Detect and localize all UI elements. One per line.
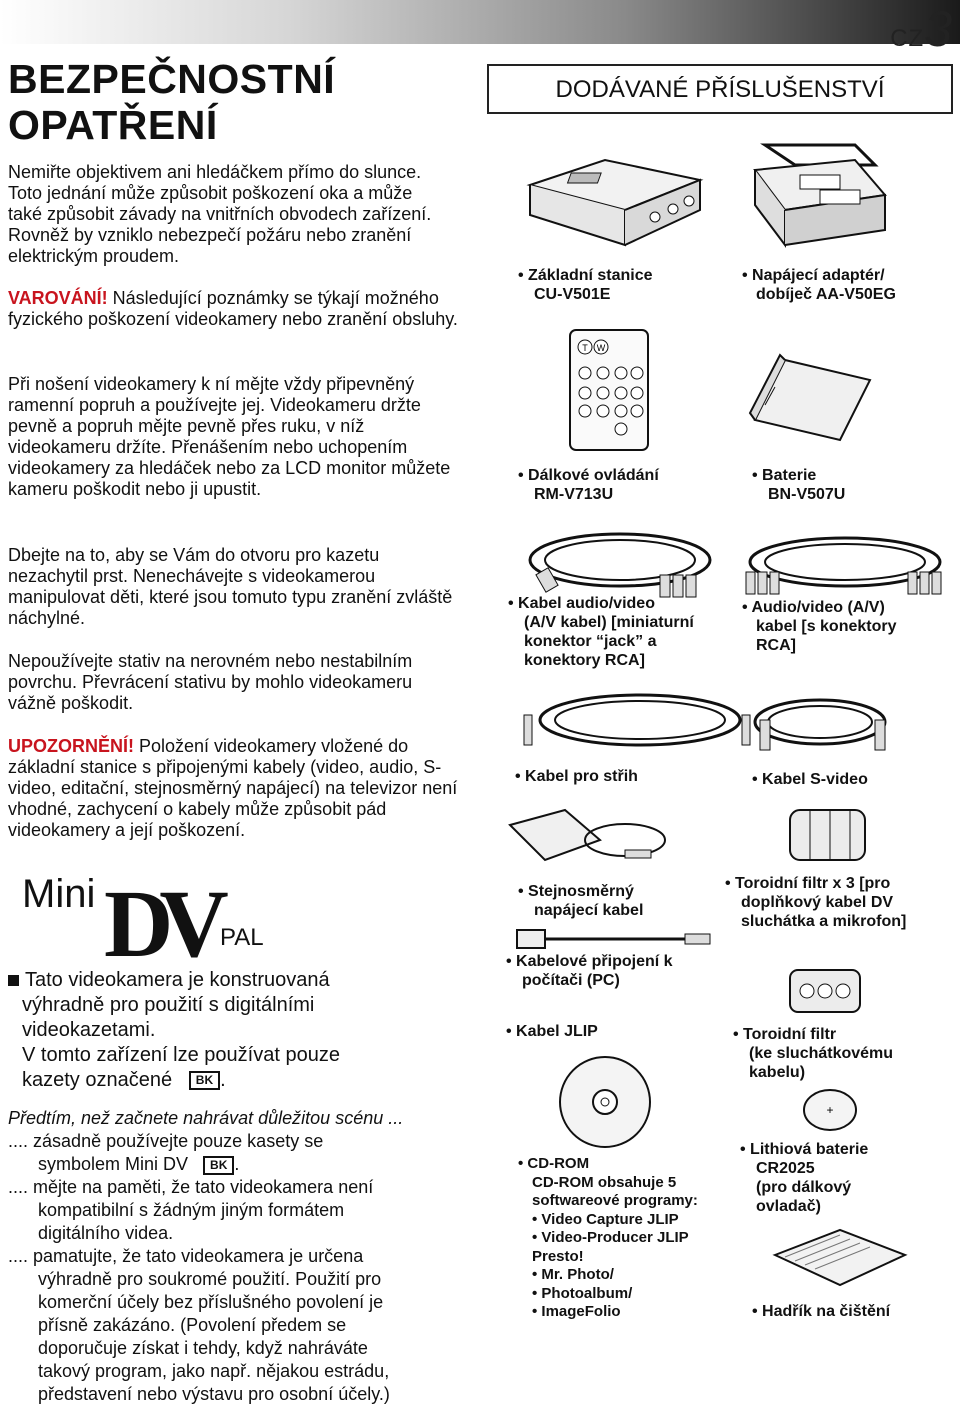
strap-paragraph: Při nošení videokamery k ní mějte vždy připevněný ramenní popruh a používejte jej. Videokameru držte pevně a popruh mějte pevně přes ruku, v níž videokameru držíte. Přenášením nebo uchopením videokamery za hledáček nebo za LCD monitor můžete kameru poškodit nebo ji upustit. [8, 374, 451, 499]
av-cable-icon [520, 525, 720, 600]
logo-mini-text: Mini [22, 872, 96, 916]
cd-rom-icon [555, 1052, 655, 1152]
pc-cable-label: • Kabelové připojení k počítači (PC) [506, 953, 673, 989]
headphone-core-filter-icon [785, 960, 865, 1020]
page-number: CZ3 [890, 1, 952, 57]
base-station-label: • Základní stanice CU-V501E [518, 267, 653, 303]
before-recording-list: .... zásadně používejte pouze kasety se symbolem Mini DV BK . .... mějte na paměti, že tato videokamera není kompatibilní s žádným jiným formátem digitálního videa. .... pamatujte, že tato videokamera je určena výhradně pro soukromé použití. Použití pro komerční účely bez příslušného povolení je přísně zakázáno. (Povolení předem se doporučuje získat i tehdy, když nahráváte takový program, jako např. nějakou estrádu, představení nebo výstavu pro osobní účely.) [8, 1130, 468, 1406]
lithium-battery-label: • Lithiová baterie CR2025 (pro dálkový ovladač) [740, 1141, 869, 1215]
av-rca-cable-icon [740, 530, 950, 600]
before-recording-title: Předtím, než začnete nahrávat důležitou scénu ... [8, 1108, 404, 1128]
remote-control-icon [565, 325, 655, 455]
tripod-paragraph: Nepoužívejte stativ na nerovném nebo nestabilním povrchu. Převrácení stativu by mohlo videokameru vážně poškodit. [8, 651, 413, 713]
pc-cable-icon [515, 925, 715, 955]
power-adapter-label: • Napájecí adaptér/ dobíječ AA-V50EG [742, 267, 896, 303]
battery-label: • Baterie BN-V507U [752, 467, 846, 503]
cd-rom-label: • CD-ROM CD-ROM obsahuje 5 softwareové programy: • Video Capture JLIP • Video-Producer JLIP Presto! • Mr. Photo/ • Photoalbum/ • ImageFolio [518, 1155, 698, 1320]
remote-control-label: • Dálkové ovládání RM-V713U [518, 467, 659, 503]
header-gradient-bar [0, 0, 960, 44]
logo-dv-text: DV [104, 870, 215, 977]
av-cable-label: • Kabel audio/video (A/V kabel) [miniaturní konektor “jack” a konektory RCA] [508, 595, 694, 669]
logo-pal-text: PAL [220, 924, 264, 951]
svg-text:W: W [596, 343, 606, 353]
core-filter-3-label: • Toroidní filtr x 3 [pro doplňkový kabel DV sluchátka a mikrofon] [725, 875, 907, 930]
finger-paragraph: Dbejte na to, aby se Vám do otvoru pro kazetu nezachytil prst. Nenechávejte s videokamerou manipulovat děti, které jsou tomuto typu zranění zvláště náchylné. [8, 545, 453, 628]
list-item: .... mějte na paměti, že tato videokamera není [8, 1177, 374, 1197]
dc-cable-icon [505, 800, 675, 875]
square-bullet-icon [8, 975, 19, 986]
cleaning-cloth-label: • Hadřík na čištění [752, 1303, 891, 1320]
battery-icon [745, 355, 875, 450]
av-rca-cable-label: • Audio/video (A/V) kabel [s konektory RCA] [742, 599, 897, 654]
core-filter-1-label: • Toroidní filtr (ke sluchátkovému kabelu) [733, 1026, 894, 1081]
warning-label: VAROVÁNÍ! [8, 288, 108, 308]
caution-label: UPOZORNĚNÍ! [8, 736, 134, 756]
accessories-heading: DODÁVANÉ PŘÍSLUŠENSTVÍ [487, 64, 953, 114]
svg-text:T: T [582, 343, 588, 353]
editing-cable-label: • Kabel pro střih [515, 768, 638, 785]
jlip-cable-label: • Kabel JLIP [506, 1023, 598, 1040]
base-station-icon [525, 135, 705, 255]
power-adapter-icon [745, 135, 895, 255]
core-filter-icon [780, 800, 875, 870]
editing-cable-icon [520, 685, 760, 760]
list-item: .... zásadně používejte pouze kasety se [8, 1131, 324, 1151]
warning-paragraph: VAROVÁNÍ! Následující poznámky se týkají možného fyzického poškození videokamery nebo zranění obsluhy. [8, 288, 458, 329]
mini-dv-mark-icon: BK [203, 1156, 234, 1175]
lithium-battery-icon [800, 1085, 860, 1135]
mini-dv-mark-icon: BK [189, 1071, 220, 1090]
svideo-cable-label: • Kabel S-video [752, 771, 868, 788]
svg-text:+: + [826, 1103, 834, 1117]
cassette-note: Tato videokamera je konstruovaná výhradně pro použití s digitálními videokazetami. V tomto zařízení lze používat pouze kazety označené BK . [8, 968, 468, 1093]
list-item: .... pamatujte, že tato videokamera je určena [8, 1246, 364, 1266]
caution-paragraph: UPOZORNĚNÍ! Položení videokamery vložené do základní stanice s připojenými kabely (video, audio, S-video, editační, stejnosměrný napájecí) na televizor není vhodné, zachycení o kabely může způsobit pád videokamery a její poškození. [8, 736, 458, 840]
sun-warning-paragraph: Nemiřte objektivem ani hledáčkem přímo do slunce. Toto jednání může způsobit poškození oka a může také způsobit závady na vnitřních obvodech zařízení. Rovněž by vzniklo nebezpečí požáru nebo zranění elektrickým proudem. [8, 162, 432, 266]
svideo-cable-icon [745, 690, 895, 760]
page-title: BEZPEČNOSTNÍ OPATŘENÍ [8, 56, 336, 148]
dc-cable-label: • Stejnosměrný napájecí kabel [518, 883, 644, 919]
cleaning-cloth-icon [770, 1225, 910, 1295]
